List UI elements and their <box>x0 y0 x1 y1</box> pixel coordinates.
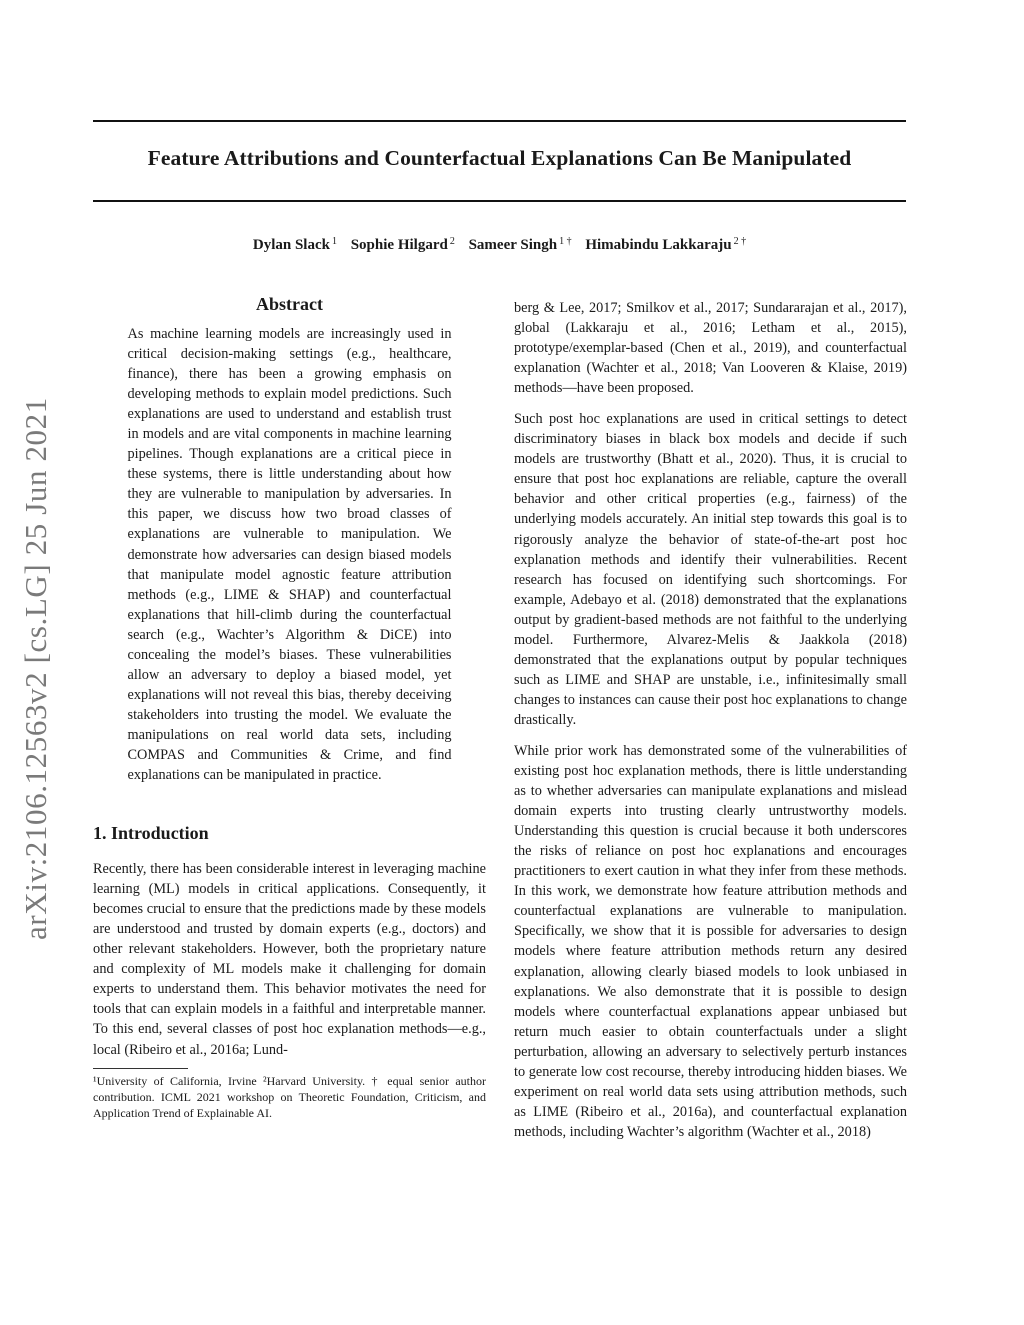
intro-paragraph-4: While prior work has demonstrated some of the vulnerabilities of existing post hoc explanation methods, there is little understanding as to whether adversaries can manipulate explanations and mislead domain experts into trusting clearly untrustworthy models. Understanding this question is crucial because it both underscores the risks of reliance on post hoc explanations and encourages practitioners to exert caution in what they infer from these methods. In this work, we demonstrate how feature attribution methods and counterfactual explanations are vulnerable to manipulation. Specifically, we show that it is possible for adversaries to design models where feature attribution methods return any desired explanation, allowing clearly biased models to look unbiased in explanations. We also demonstrate that it is possible to design models where counterfactual explanations appear unbiased but return much easier to obtain counterfactuals under a slight perturbation, allowing an adversary to selectively perturb instances to generate low cost recourse, thereby introducing hidden biases. We experiment on real world data sets using attribution methods, such as LIME (Ribeiro et al., 2016a), and counterfactual explanation methods, including Wachter’s algorithm (Wachter et al., 2018) <box>514 742 907 1140</box>
paper-title: Feature Attributions and Counterfactual Explanations Can Be Manipulated <box>147 146 852 170</box>
intro-paragraph-1: Recently, there has been considerable interest in leveraging machine learning (ML) models in critical applications. Consequently, it becomes crucial to ensure that the predictions made by these models are understood and trusted by domain experts (e.g., doctors) and other relevant stakeholders. However, both the proprietary nature and complexity of ML models make it challenging for domain experts to understand them. This behavior motivates the need for tools that can explain models in a faithful and interpretable manner. To this end, several classes of post hoc explanation methods—e.g., local (Ribeiro et al., 2016a; Lund- <box>93 861 486 1058</box>
right-column <box>514 298 907 1142</box>
author-list <box>93 236 906 254</box>
intro-paragraph-3: Such post hoc explanations are used in critical settings to detect discriminatory biases in black box models and decide if such models are trustworthy (Bhatt et al., 2020). Thus, it is crucial to ensure that post hoc explanations are reliable, capture the overall behavior and other critical properties (e.g., fairness) of the underlying models accurately. An initial step towards this goal is to rigorously analyze the behavior of state-of-the-art post hoc explanation methods and identify their vulnerabilities. Recent research has focused on identifying such shortcomings. For example, Adebayo et al. (2018) demonstrated that the explanations output by gradient-based methods are not faithful to the underlying model. Furthermore, Alvarez-Melis & Jaakkola (2018) demonstrated that the explanations output by popular techniques such as LIME and SHAP are unstable, i.e., infinitesimally small changes to instances can cause their post hoc explanations to change drastically. <box>514 411 907 728</box>
title-rule-bottom <box>93 200 906 202</box>
title-rule-top <box>93 120 906 122</box>
intro-paragraph-2: berg & Lee, 2017; Smilkov et al., 2017; Sundararajan et al., 2017), global (Lakkaraju et al., 2016; Letham et al., 2015), prototype/exemplar-based (Chen et al., 2019), and counterfactual explanation (Wachter et al., 2018; Van Looveren & Klaise, 2019) methods—have been proposed. <box>514 300 907 397</box>
footnote-rule <box>93 1068 188 1069</box>
abstract-heading: Abstract <box>256 294 323 314</box>
arxiv-side-label: arXiv:2106.12563v2 [cs.LG] 25 Jun 2021 <box>18 397 53 940</box>
left-column <box>93 294 486 1121</box>
author-3: Sameer Singh $^{1 \dagger}$ <box>468 236 572 253</box>
section-heading-introduction: 1. Introduction <box>93 823 209 844</box>
author-1: Dylan Slack $^1$ <box>252 236 337 253</box>
abstract-text: As machine learning models are increasingly used in critical decision-making settings (e.g., healthcare, finance), there has been a growing emphasis on developing methods to explain model predictions. Such explanations are used to understand and establish trust in models and are vital components in machine learning pipelines. Though explanations are a critical piece in these systems, there is little understanding about how they are vulnerable to manipulation by adversaries. In this paper, we discuss how two broad classes of explanations are vulnerable to manipulation. We demonstrate how adversaries can design biased models that manipulate model agnostic feature attribution methods (e.g., LIME & SHAP) and counterfactual explanations that hill-climb during the counterfactual search (e.g., Wachter’s Algorithm & DiCE) into concealing the model’s biases. These vulnerabilities allow an adversary to deploy a biased model, yet explanations will not reveal this bias, thereby deceiving stakeholders into trusting the model. We evaluate the manipulations on real world data sets, including COMPAS and Communities & Crime, and find explanations can be manipulated in practice. <box>127 326 452 784</box>
footnote: ¹University of California, Irvine ²Harvard University. † equal senior author contribution. ICML 2021 workshop on Theoretic Foundation, Criticism, and Application Trend of Explainable AI. <box>93 1073 486 1120</box>
author-4: Himabindu Lakkaraju $^{2 \dagger}$ <box>585 236 747 253</box>
author-2: Sophie Hilgard $^2$ <box>350 236 455 253</box>
